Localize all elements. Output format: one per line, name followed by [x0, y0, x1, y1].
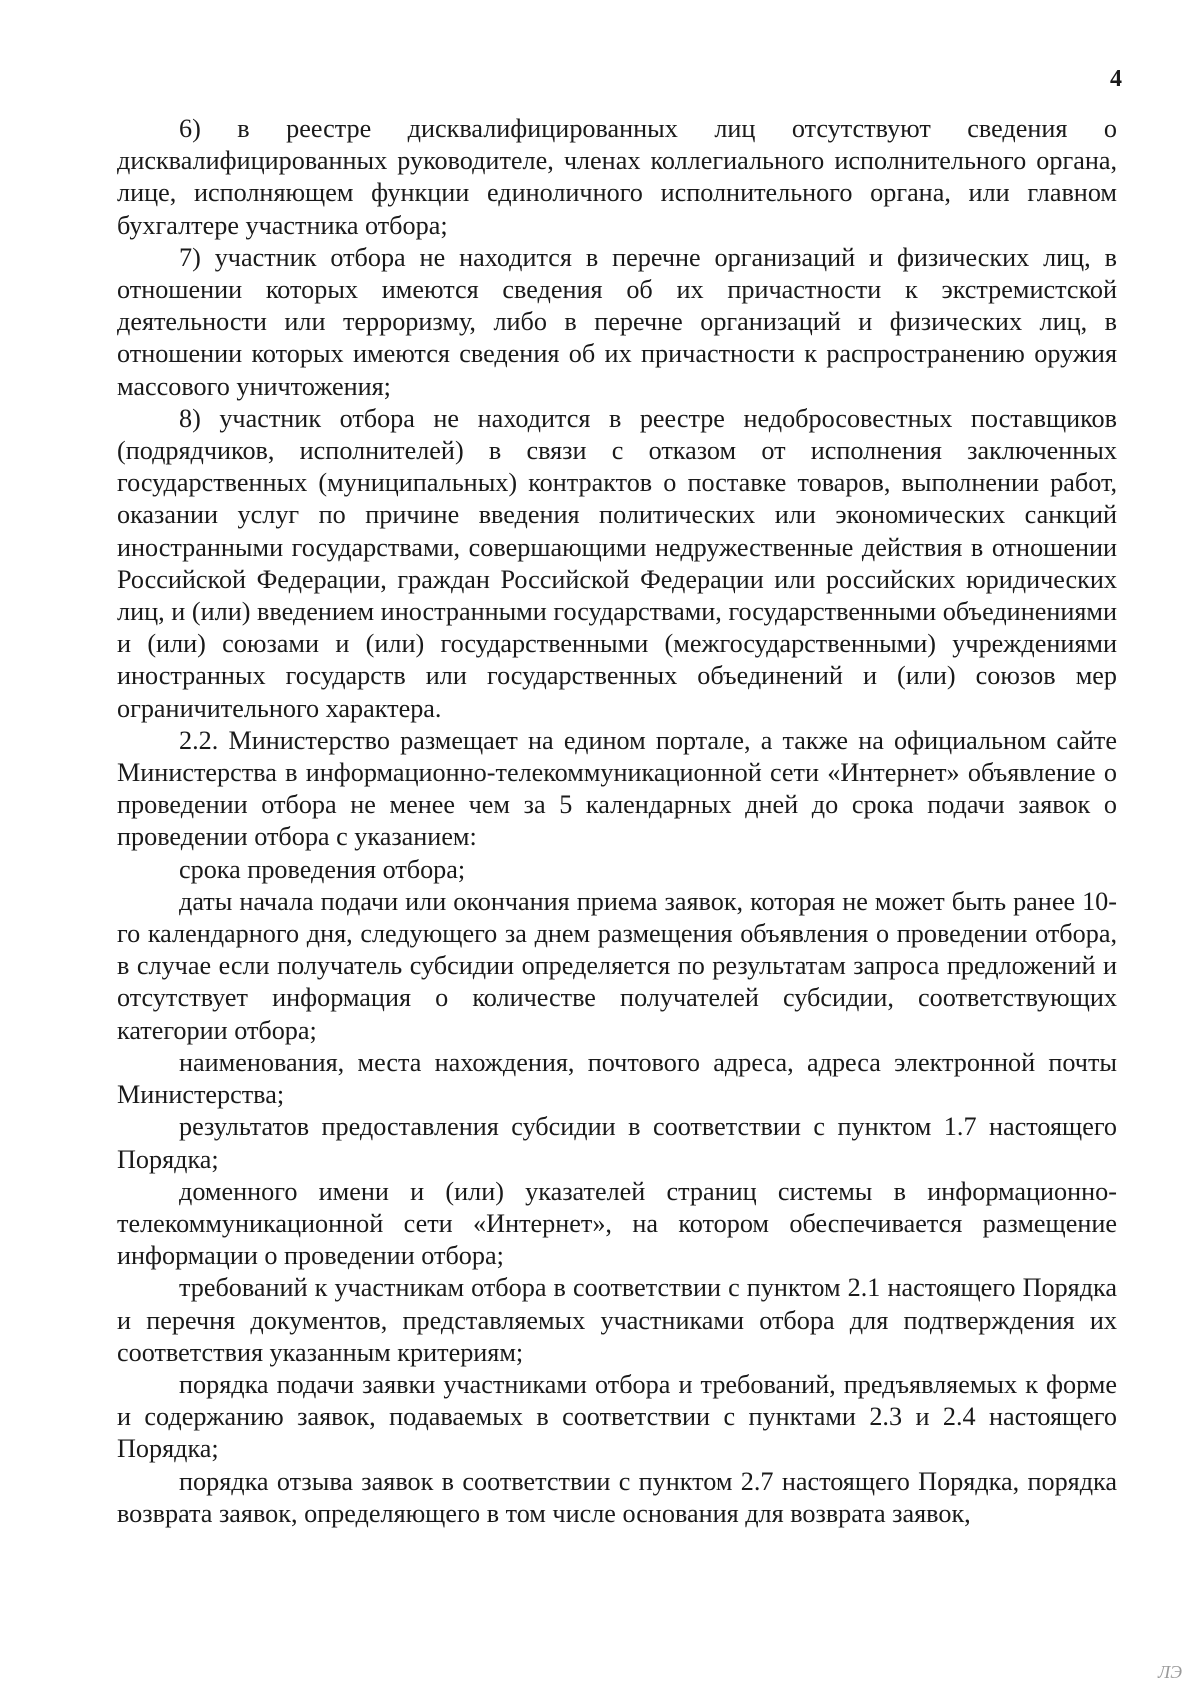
paragraph: 8) участник отбора не находится в реестре недобросовестных поставщиков (подрядчиков, исполнителей) в связи с отказом от исполнения заключенных государственных (муниципальных) контрактов о поставке товаров, выполнении работ, оказании услуг по причине введения политических или экономических санкций иностранными государствами, совершающими недружественные действия в отношении Российской Федерации, граждан Российской Федерации или российских юридических лиц, и (или) введением иностранными государствами, государственными объединениями и (или) союзами и (или) государственными (межгосударственными) учреждениями иностранных государств или государственных объединений и (или) союзов мер ограничительного характера.: [117, 403, 1117, 723]
paragraph: даты начала подачи или окончания приема заявок, которая не может быть ранее 10-го календарного дня, следующего за днем размещения объявления о проведении отбора, в случае если получатель субсидии определяется по результатам запроса предложений и отсутствует информация о количестве получателей субсидии, соответствующих категории отбора;: [117, 886, 1117, 1045]
page-number: 4: [1110, 66, 1122, 92]
document-body: [117, 113, 1117, 1530]
paragraph: срока проведения отбора;: [179, 854, 466, 884]
paragraph: порядка подачи заявки участниками отбора и требований, предъявляемых к форме и содержанию заявок, подаваемых в соответствии с пунктами 2.3 и 2.4 настоящего Порядка;: [117, 1369, 1117, 1464]
paragraph: 7) участник отбора не находится в перечне организаций и физических лиц, в отношении которых имеются сведения об их причастности к экстремистской деятельности или терроризму, либо в перечне организаций и физических лиц, в отношении которых имеются сведения об их причастности к распространению оружия массового уничтожения;: [117, 242, 1117, 401]
paragraph: 2.2. Министерство размещает на едином портале, а также на официальном сайте Министерства в информационно-телекоммуникационной сети «Интернет» объявление о проведении отбора не менее чем за 5 календарных дней до срока подачи заявок о проведении отбора с указанием:: [117, 725, 1117, 852]
paragraph: результатов предоставления субсидии в соответствии с пунктом 1.7 настоящего Порядка;: [117, 1112, 1117, 1174]
paragraph: 6) в реестре дисквалифицированных лиц отсутствуют сведения о дисквалифицированных руководителе, членах коллегиального исполнительного органа, лице, исполняющем функции единоличного исполнительного органа, или главном бухгалтере участника отбора;: [117, 114, 1117, 240]
paragraph: доменного имени и (или) указателей страниц системы в информационно-телекоммуникационной сети «Интернет», на котором обеспечивается размещение информации о проведении отбора;: [117, 1176, 1117, 1271]
paragraph: наименования, места нахождения, почтового адреса, адреса электронной почты Министерства;: [117, 1047, 1117, 1110]
paragraph: требований к участникам отбора в соответствии с пунктом 2.1 настоящего Порядка и перечня документов, представляемых участниками отбора для подтверждения их соответствия указанным критериям;: [117, 1273, 1117, 1367]
paragraph: порядка отзыва заявок в соответствии с пунктом 2.7 настоящего Порядка, порядка возврата заявок, определяющего в том числе основания для возврата заявок,: [117, 1466, 1117, 1528]
handwritten-margin-note: ЛЭ: [1158, 1662, 1182, 1682]
